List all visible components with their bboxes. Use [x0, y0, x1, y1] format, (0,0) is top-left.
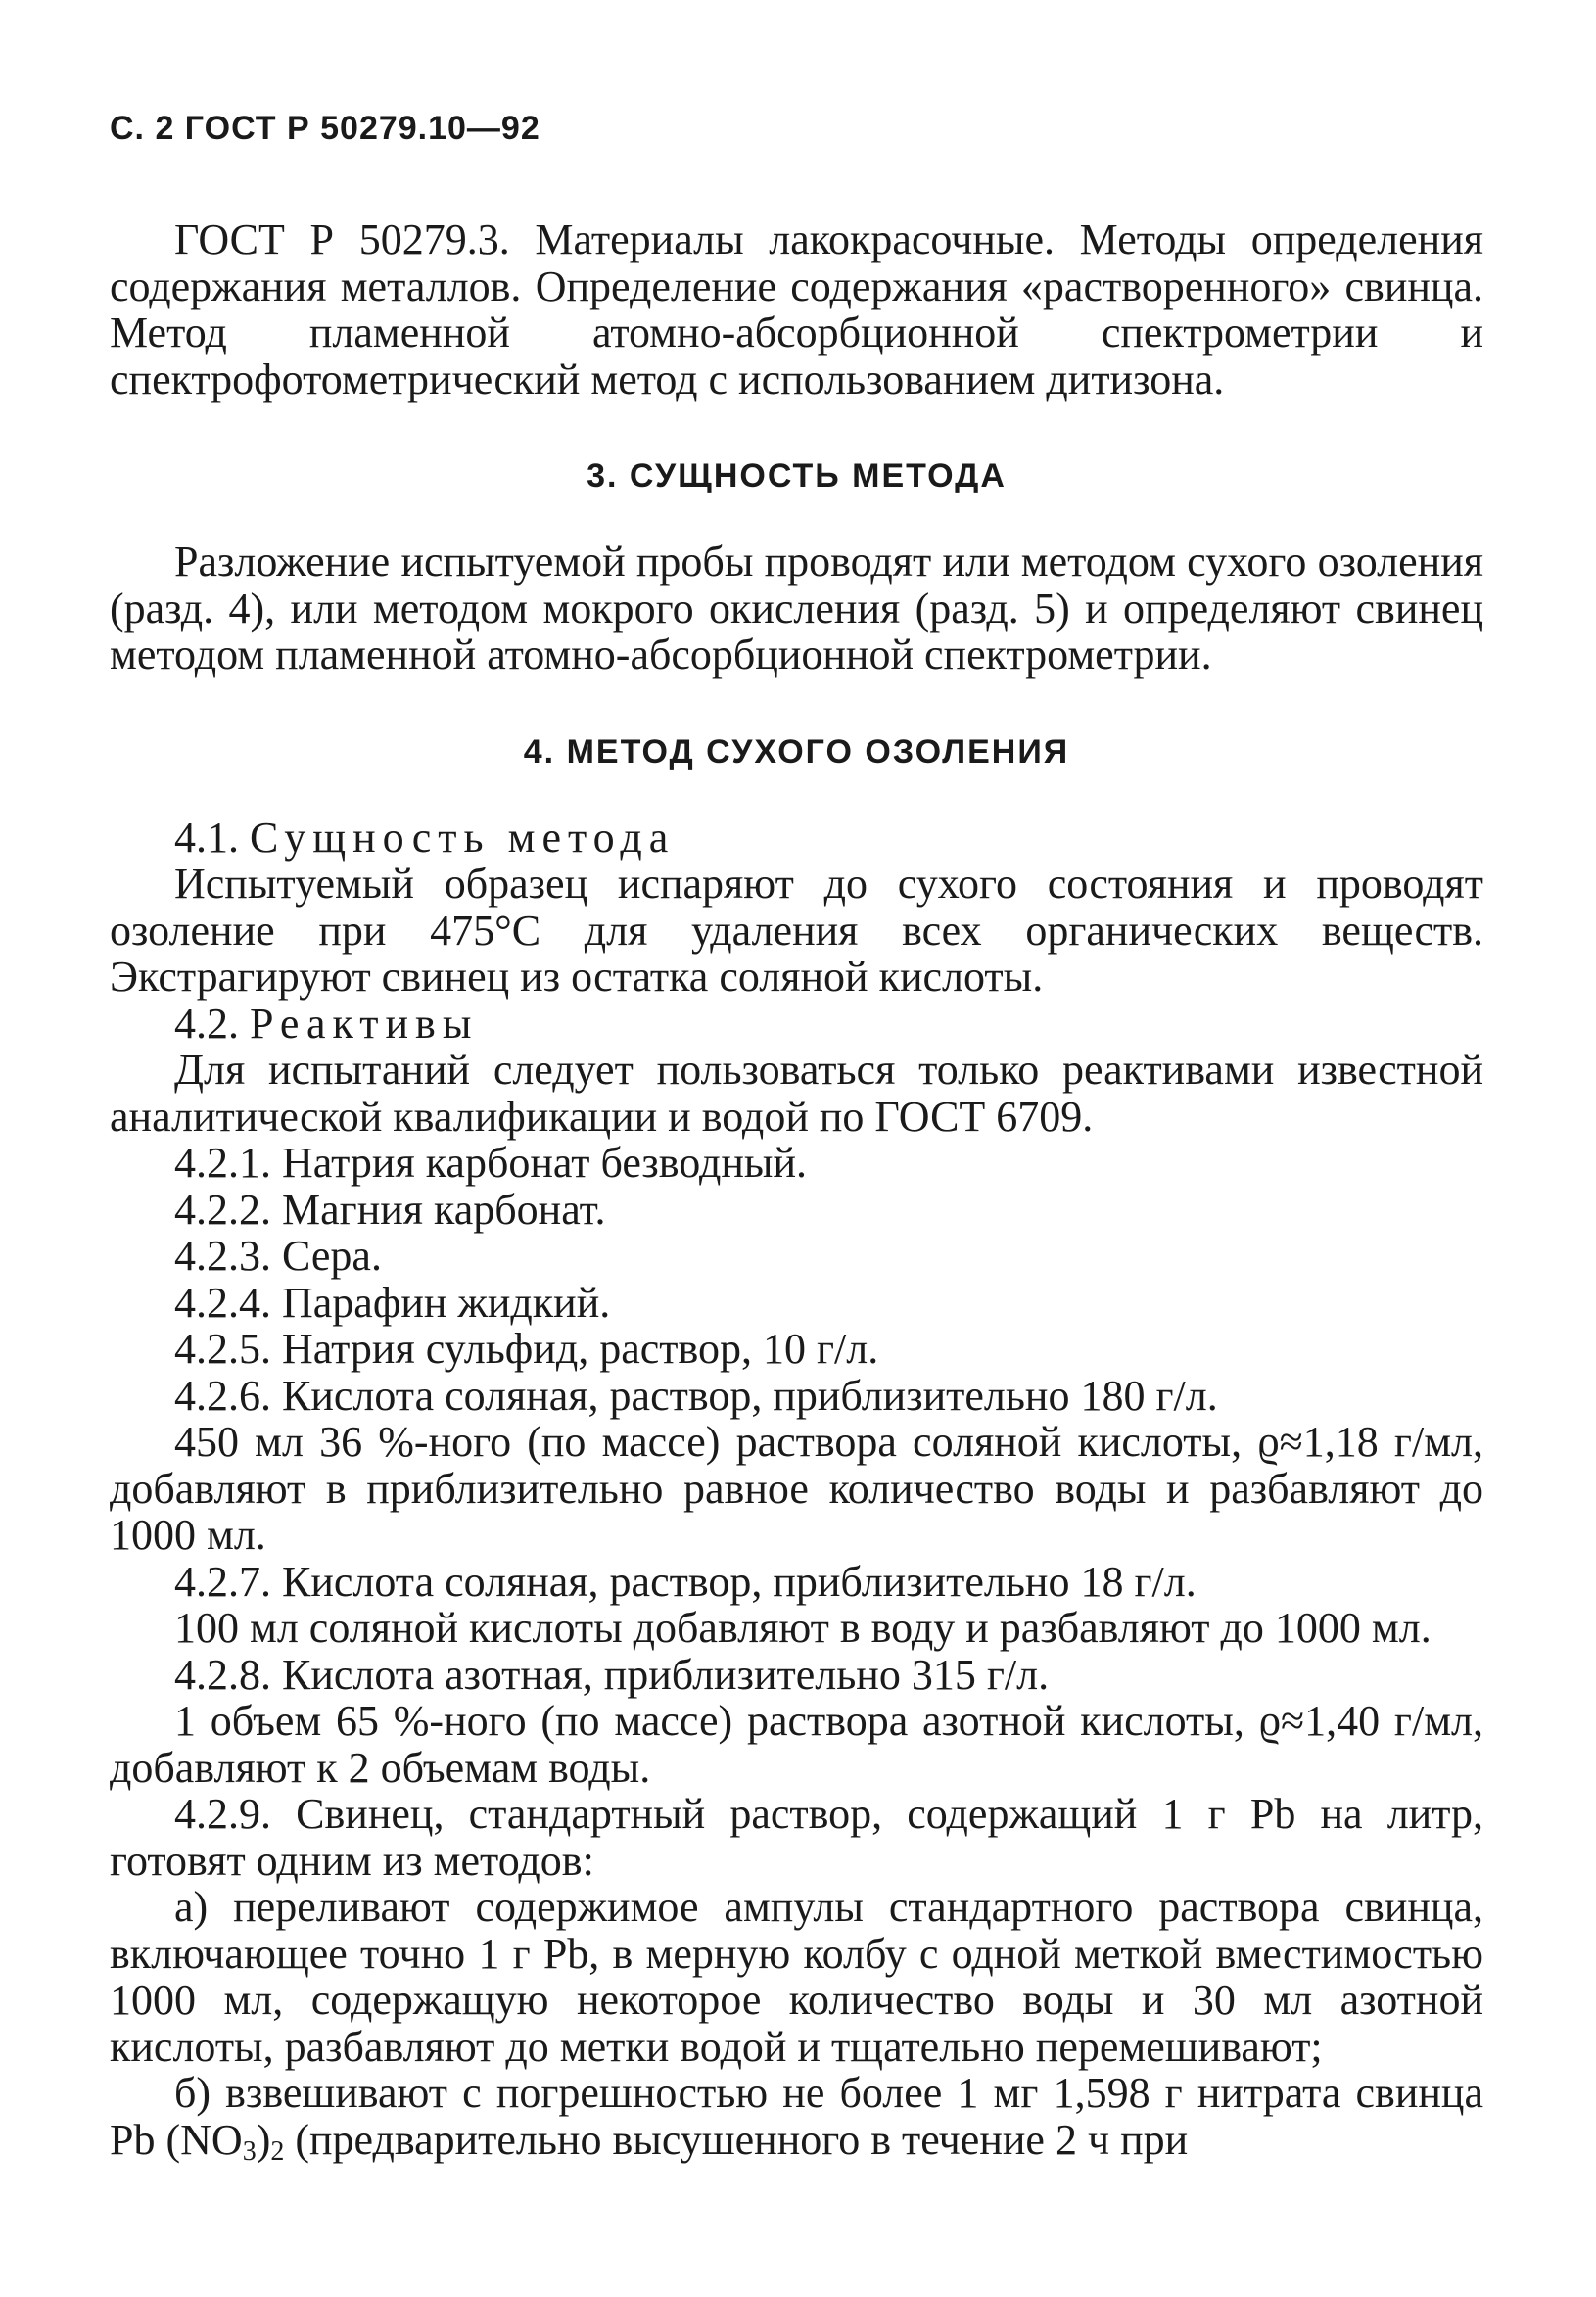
reagent-4-2-1: 4.2.1. Натрия карбонат безводный.: [174, 1139, 808, 1187]
reagent-4-2-6: 4.2.6. Кислота соляная, раствор, приблизительно 180 г/л.: [174, 1371, 1218, 1420]
gost-reference-paragraph: ГОСТ Р 50279.3. Материалы лакокрасочные. Методы определения содержания металлов. Определение содержания «растворенного» свинца. Метод пламенной атомно-абсорбционной спектрометрии и спектрофотометрический метод с использованием дитизона.: [110, 215, 1483, 403]
reagent-4-2-9: 4.2.9. Свинец, стандартный раствор, содержащий 1 г Pb на литр, готовят одним из методов:: [110, 1790, 1483, 1885]
subsection-4-2-paragraph: Для испытаний следует пользоваться только реактивами известной аналитической квалификации и водой по ГОСТ 6709.: [110, 1046, 1483, 1141]
reagent-4-2-3: 4.2.3. Сера.: [174, 1232, 382, 1280]
reagent-4-2-9-method-b: [110, 2069, 1483, 2167]
running-header: С. 2 ГОСТ Р 50279.10—92: [110, 110, 540, 147]
reagent-4-2-9-method-a: а) переливают содержимое ампулы стандартного раствора свинца, включающее точно 1 г Pb, в мерную колбу с одной меткой вместимостью 1000 мл, содержащую некоторое количество воды и 30 мл азотной кислоты, разбавляют до метки водой и тщательно перемешивают;: [110, 1883, 1483, 2071]
subsection-4-1-paragraph: Испытуемый образец испаряют до сухого состояния и проводят озоление при 475°С для удаления всех органических веществ. Экстрагируют свинец из остатка соляной кислоты.: [110, 860, 1483, 1001]
subsection-4-1-title: Сущность метода: [250, 813, 676, 862]
reagent-4-2-2: 4.2.2. Магния карбонат.: [174, 1185, 606, 1234]
section-4-heading: 4. МЕТОД СУХОГО ОЗОЛЕНИЯ: [523, 732, 1070, 771]
subsection-4-1-number: 4.1.: [174, 813, 239, 862]
reagent-4-2-7: 4.2.7. Кислота соляная, раствор, приблизительно 18 г/л.: [174, 1557, 1197, 1606]
section-3-paragraph: Разложение испытуемой пробы проводят или методом сухого озоления (разд. 4), или методом мокрого окисления (разд. 5) и определяют свинец методом пламенной атомно-абсорбционной спектрометрии.: [110, 538, 1483, 679]
subsection-4-1-heading: [110, 815, 1483, 862]
method-b-text-end: (предварительно высушенного в течение 2 ч при: [284, 2115, 1189, 2164]
method-b-paren: ): [256, 2115, 271, 2164]
reagent-4-2-6-paragraph: 450 мл 36 %-ного (по массе) раствора соляной кислоты, ϱ≈1,18 г/мл, добавляют в приблизительно равное количество воды и разбавляют до 1000 мл.: [110, 1418, 1483, 1559]
subsection-4-2-title: Реактивы: [250, 999, 479, 1048]
method-b-subscript-2: 2: [270, 2135, 285, 2167]
section-3-heading: 3. СУЩНОСТЬ МЕТОДА: [587, 457, 1007, 494]
method-b-subscript-3: 3: [242, 2135, 257, 2167]
method-b-text-start: б) взвешивают с погрешностью не более 1 мг 1,598 г нитрата свинца Pb (NO: [110, 2069, 1483, 2164]
reagent-4-2-5: 4.2.5. Натрия сульфид, раствор, 10 г/л.: [174, 1325, 879, 1373]
reagent-4-2-8: 4.2.8. Кислота азотная, приблизительно 315 г/л.: [174, 1650, 1050, 1699]
reagent-4-2-7-paragraph: 100 мл соляной кислоты добавляют в воду и разбавляют до 1000 мл.: [174, 1604, 1432, 1652]
reagent-4-2-4: 4.2.4. Парафин жидкий.: [174, 1278, 611, 1327]
subsection-4-2-number: 4.2.: [174, 999, 239, 1048]
reagent-4-2-8-paragraph: 1 объем 65 %-ного (по массе) раствора азотной кислоты, ϱ≈1,40 г/мл, добавляют к 2 объемам воды.: [110, 1697, 1483, 1792]
subsection-4-2-heading: [110, 1001, 1483, 1048]
